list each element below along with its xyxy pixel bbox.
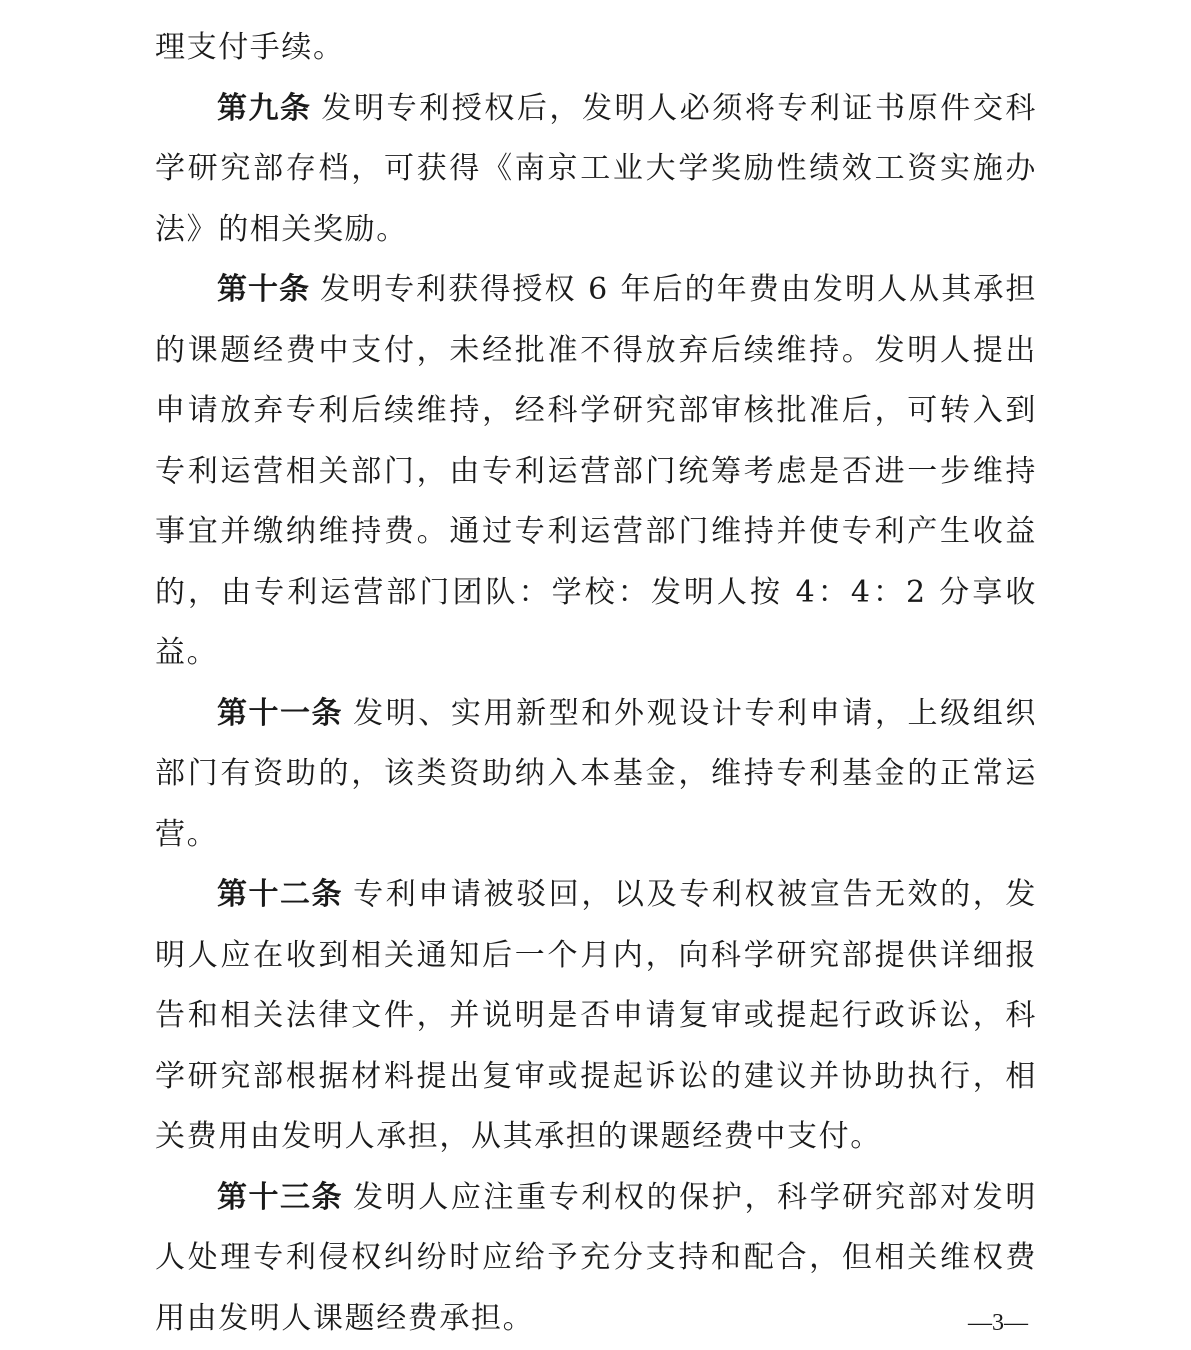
document-page [155, 18, 1037, 1349]
article-12 [155, 865, 1037, 1168]
article-text: 专利申请被驳回，以及专利权被宣告无效的，发明人应在收到相关通知后一个月内，向科学研究部提供详细报告和相关法律文件，并说明是否申请复审或提起行政诉讼，科学研究部根据材料提出复审或提起诉讼的建议并协助执行，相关费用由发明人承担，从其承担的课题经费中支付。 [155, 877, 1038, 1154]
article-text: 发明专利授权后，发明人必须将专利证书原件交科学研究部存档，可获得《南京工业大学奖励性绩效工资实施办法》的相关奖励。 [155, 90, 1038, 247]
article-9 [155, 79, 1037, 261]
article-number: 第十条 [217, 272, 310, 307]
page-number: —3— [968, 1310, 1028, 1336]
article-10 [155, 260, 1037, 684]
article-number: 第十一条 [217, 695, 344, 731]
article-text: 发明、实用新型和外观设计专利申请，上级组织部门有资助的，该类资助纳入本基金，维持专利基金的正常运营。 [155, 695, 1038, 852]
article-11 [155, 684, 1037, 866]
article-number: 第十三条 [217, 1179, 344, 1215]
article-text: 发明人应注重专利权的保护，科学研究部对发明人处理专利侵权纠纷时应给予充分支持和配合，但相关维权费用由发明人课题经费承担。 [155, 1179, 1038, 1336]
continuation-paragraph: 理支付手续。 [155, 30, 345, 65]
article-number: 第九条 [217, 90, 312, 126]
article-number: 第十二条 [217, 877, 344, 912]
article-text: 发明专利获得授权 6 年后的年费由发明人从其承担的课题经费中支付，未经批准不得放弃后续维持。发明人提出申请放弃专利后续维持，经科学研究部审核批准后，可转入到专利运营相关部门，由专利运营部门统筹考虑是否进一步维持事宜并缴纳维持费。通过专利运营部门维持并使专利产生收益的，由专利运营部门团队：学校：发明人按 4：4：2 分享收益。 [155, 272, 1038, 670]
article-13 [155, 1168, 1037, 1350]
